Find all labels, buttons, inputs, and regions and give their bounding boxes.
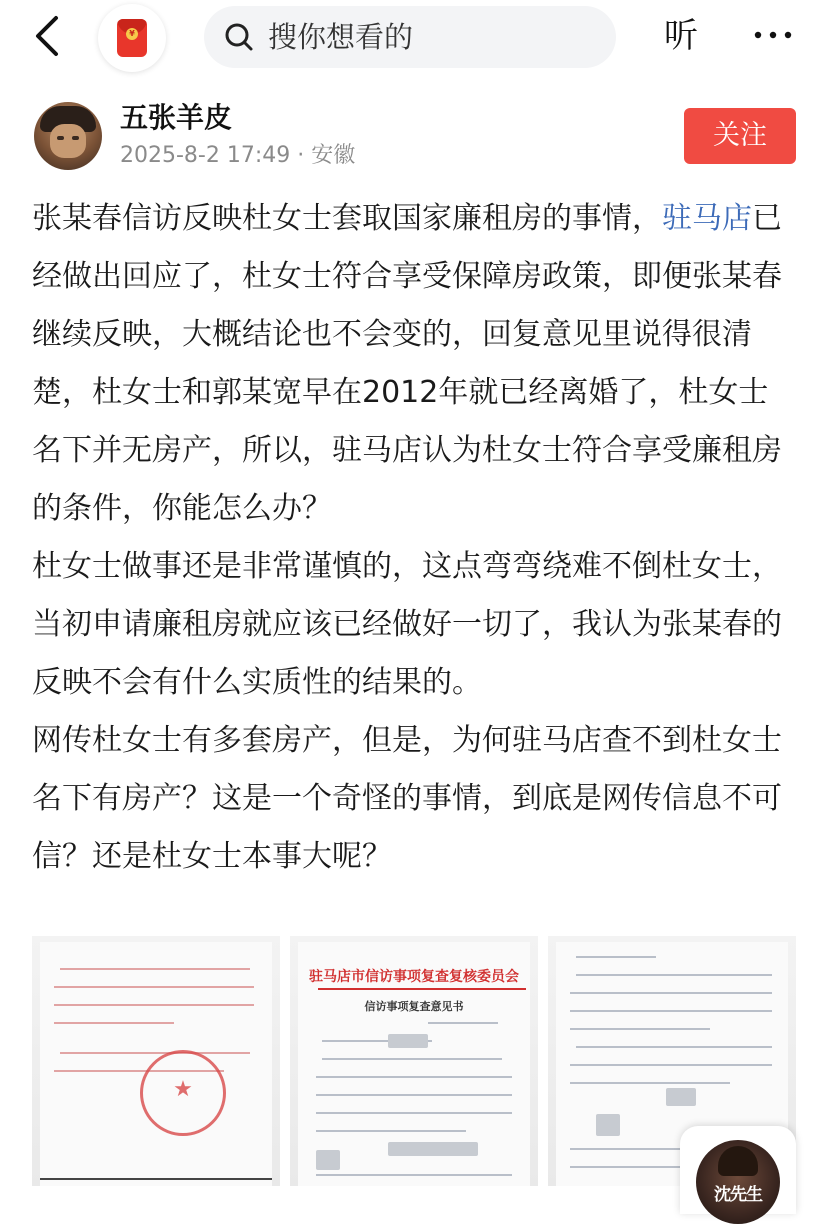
post-meta: 2025-8-2 17:49 · 安徽 <box>120 143 356 168</box>
search-input[interactable] <box>204 6 616 68</box>
search-placeholder: 搜你想看的 <box>268 20 414 54</box>
chevron-left-icon <box>26 12 70 60</box>
paragraph-3: 网传杜女士有多套房产，但是，为何驻马店查不到杜女士名下有房产？这是一个奇怪的事情，到底是网传信息不可信？还是杜女士本事大呢？ <box>32 723 782 874</box>
search-icon <box>224 22 254 52</box>
floating-audio-player[interactable] <box>680 1126 796 1214</box>
author-name[interactable]: 五张羊皮 <box>120 101 233 134</box>
location-link[interactable]: 驻马店 <box>662 201 752 236</box>
document-subtitle: 信访事项复查意见书 <box>364 1000 464 1013</box>
player-title: 沈先生 <box>714 1185 762 1205</box>
avatar[interactable] <box>34 102 102 170</box>
seal-stamp: ★ <box>140 1050 226 1136</box>
album-cover <box>696 1140 780 1224</box>
document-header-title: 驻马店市信访事项复查复核委员会 <box>309 969 519 985</box>
listen-button[interactable]: 听 <box>664 16 698 56</box>
red-envelope-icon: ¥ <box>117 19 147 57</box>
paragraph-1 <box>32 190 798 538</box>
more-button[interactable] <box>750 20 796 50</box>
document-image-2[interactable] <box>290 936 538 1186</box>
back-button[interactable] <box>26 12 70 60</box>
red-packet-button[interactable] <box>98 4 166 72</box>
paragraph-2: 杜女士做事还是非常谨慎的，这点弯弯绕难不倒杜女士，当初申请廉租房就应该已经做好一切了，我认为张某春的反映不会有什么实质性的结果的。 <box>32 549 782 700</box>
paragraph-1-text-a: 张某春信访反映杜女士套取国家廉租房的事情， <box>32 201 662 236</box>
article-body <box>32 190 798 886</box>
follow-button[interactable]: 关注 <box>684 108 796 164</box>
more-dots-icon <box>750 20 796 50</box>
paragraph-1-text-b: 已经做出回应了，杜女士符合享受保障房政策，即便张某春继续反映，大概结论也不会变的，回复意见里说得很清楚，杜女士和郭某宽早在2012年就已经离婚了，杜女士名下并无房产，所以，驻马店认为杜女士符合享受廉租房的条件，你能怎么办？ <box>32 201 782 526</box>
document-image-1[interactable] <box>32 936 280 1186</box>
top-nav-bar <box>0 0 828 80</box>
